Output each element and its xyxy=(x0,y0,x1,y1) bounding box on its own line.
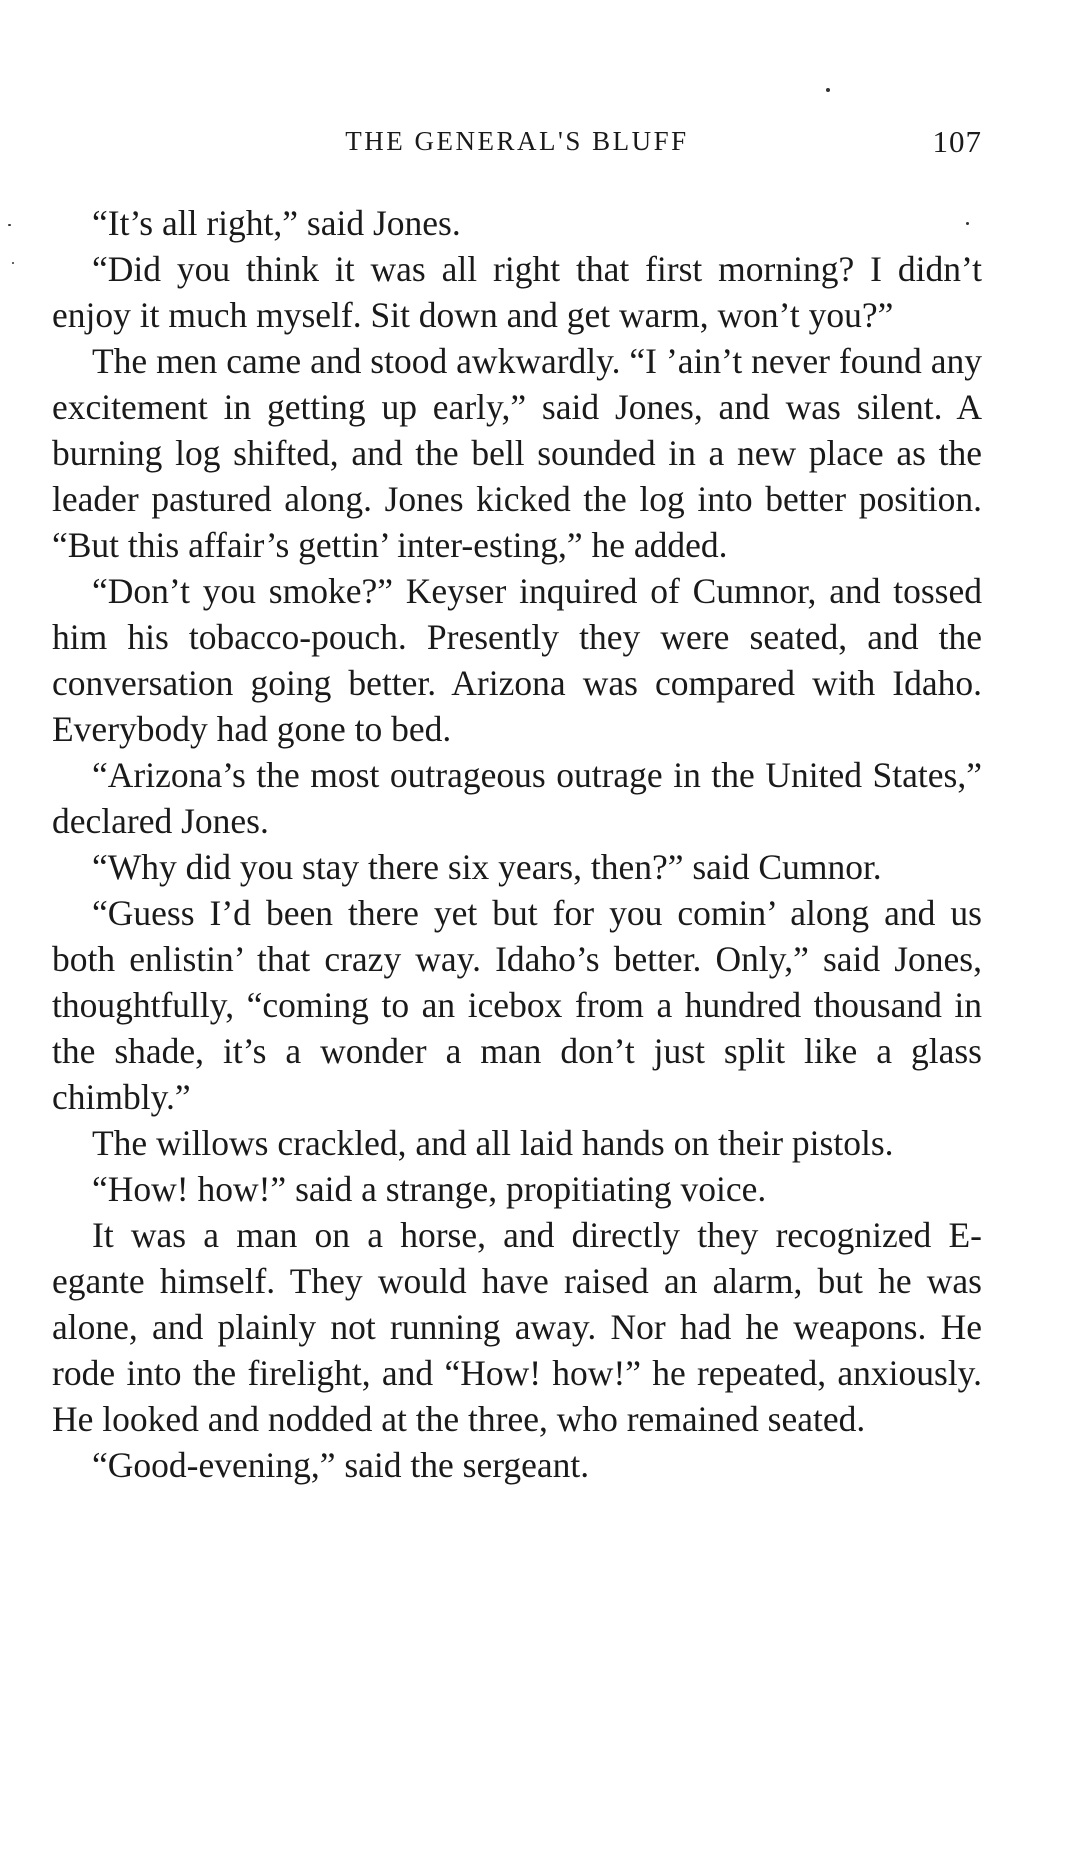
ink-speck xyxy=(8,224,11,226)
paragraph: It was a man on a horse, and directly they recognized E-egante himself. They would have raised an alarm, but he was alone, and plainly not running away. Nor had he weapons. He rode into the firelight, and “How! how!” he repeated, anxiously. He looked and nodded at the three, who remained seated. xyxy=(52,1215,982,1439)
running-head xyxy=(52,122,982,162)
paragraph: “Good-evening,” said the sergeant. xyxy=(92,1445,590,1485)
page-number: 107 xyxy=(932,124,982,159)
paragraph: “Guess I’d been there yet but for you comin’ along and us both enlistin’ that crazy way. Idaho’s better. Only,” said Jones, thoughtfully, “coming to an icebox from a hundred thousand in the shade, it’s a wonder a man don’t just split like a glass chimbly.” xyxy=(52,893,982,1117)
ink-speck xyxy=(12,262,14,264)
paragraph: The willows crackled, and all laid hands on their pistols. xyxy=(92,1123,894,1163)
paragraph: “Don’t you smoke?” Keyser inquired of Cumnor, and tossed him his tobacco-pouch. Presently they were seated, and the conversation going better. Arizona was compared with Idaho. Everybody had gone to bed. xyxy=(52,571,982,749)
paragraph: “Did you think it was all right that first morning? I didn’t enjoy it much myself. Sit down and get warm, won’t you?” xyxy=(52,249,982,335)
paragraph: “It’s all right,” said Jones. xyxy=(92,203,461,243)
ink-speck xyxy=(826,88,830,92)
running-title: THE GENERAL'S BLUFF xyxy=(345,126,689,156)
paragraph: “How! how!” said a strange, propitiating voice. xyxy=(92,1169,767,1209)
paragraph: “Why did you stay there six years, then?” said Cumnor. xyxy=(92,847,882,887)
paragraph: The men came and stood awkwardly. “I ’ain’t never found any excitement in getting up early,” said Jones, and was silent. A burning log shifted, and the bell sounded in a new place as the leader pastured along. Jones kicked the log into better position. “But this affair’s gettin’ inter-esting,” he added. xyxy=(52,341,982,565)
paragraph: “Arizona’s the most outrageous outrage in the United States,” declared Jones. xyxy=(52,755,982,841)
body-text xyxy=(52,200,982,1488)
